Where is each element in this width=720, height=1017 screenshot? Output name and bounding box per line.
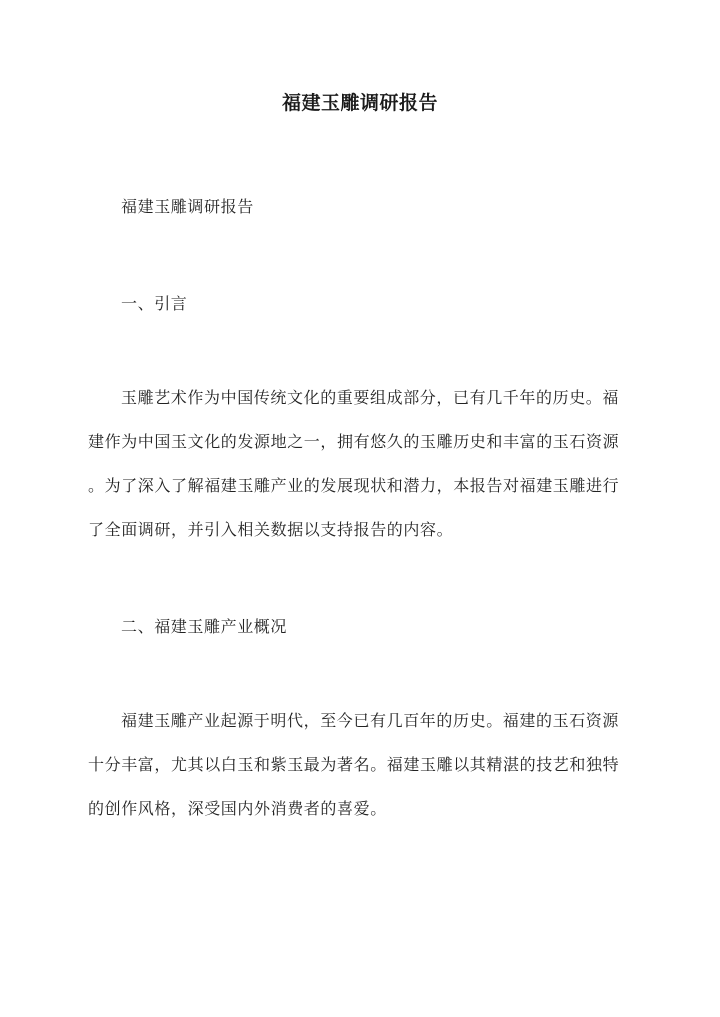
paragraph-line: 建作为中国玉文化的发源地之一，拥有悠久的玉雕历史和丰富的玉石资源 (88, 432, 620, 451)
paragraph-line: 十分丰富，尤其以白玉和紫玉最为著名。福建玉雕以其精湛的技艺和独特 (88, 755, 620, 774)
section-heading-overview: 二、福建玉雕产业概况 (121, 617, 288, 636)
paragraph-line: 玉雕艺术作为中国传统文化的重要组成部分，已有几千年的历史。福 (121, 388, 620, 407)
section-heading-introduction: 一、引言 (121, 294, 188, 313)
paragraph-line: 了全面调研，并引入相关数据以支持报告的内容。 (88, 520, 454, 539)
document-subtitle: 福建玉雕调研报告 (121, 197, 254, 216)
paragraph-line: 的创作风格，深受国内外消费者的喜爱。 (88, 799, 387, 818)
paragraph-line: 福建玉雕产业起源于明代，至今已有几百年的历史。福建的玉石资源 (121, 711, 620, 730)
paragraph-line: 。为了深入了解福建玉雕产业的发展现状和潜力，本报告对福建玉雕进行 (88, 476, 620, 495)
document-title: 福建玉雕调研报告 (281, 92, 438, 114)
